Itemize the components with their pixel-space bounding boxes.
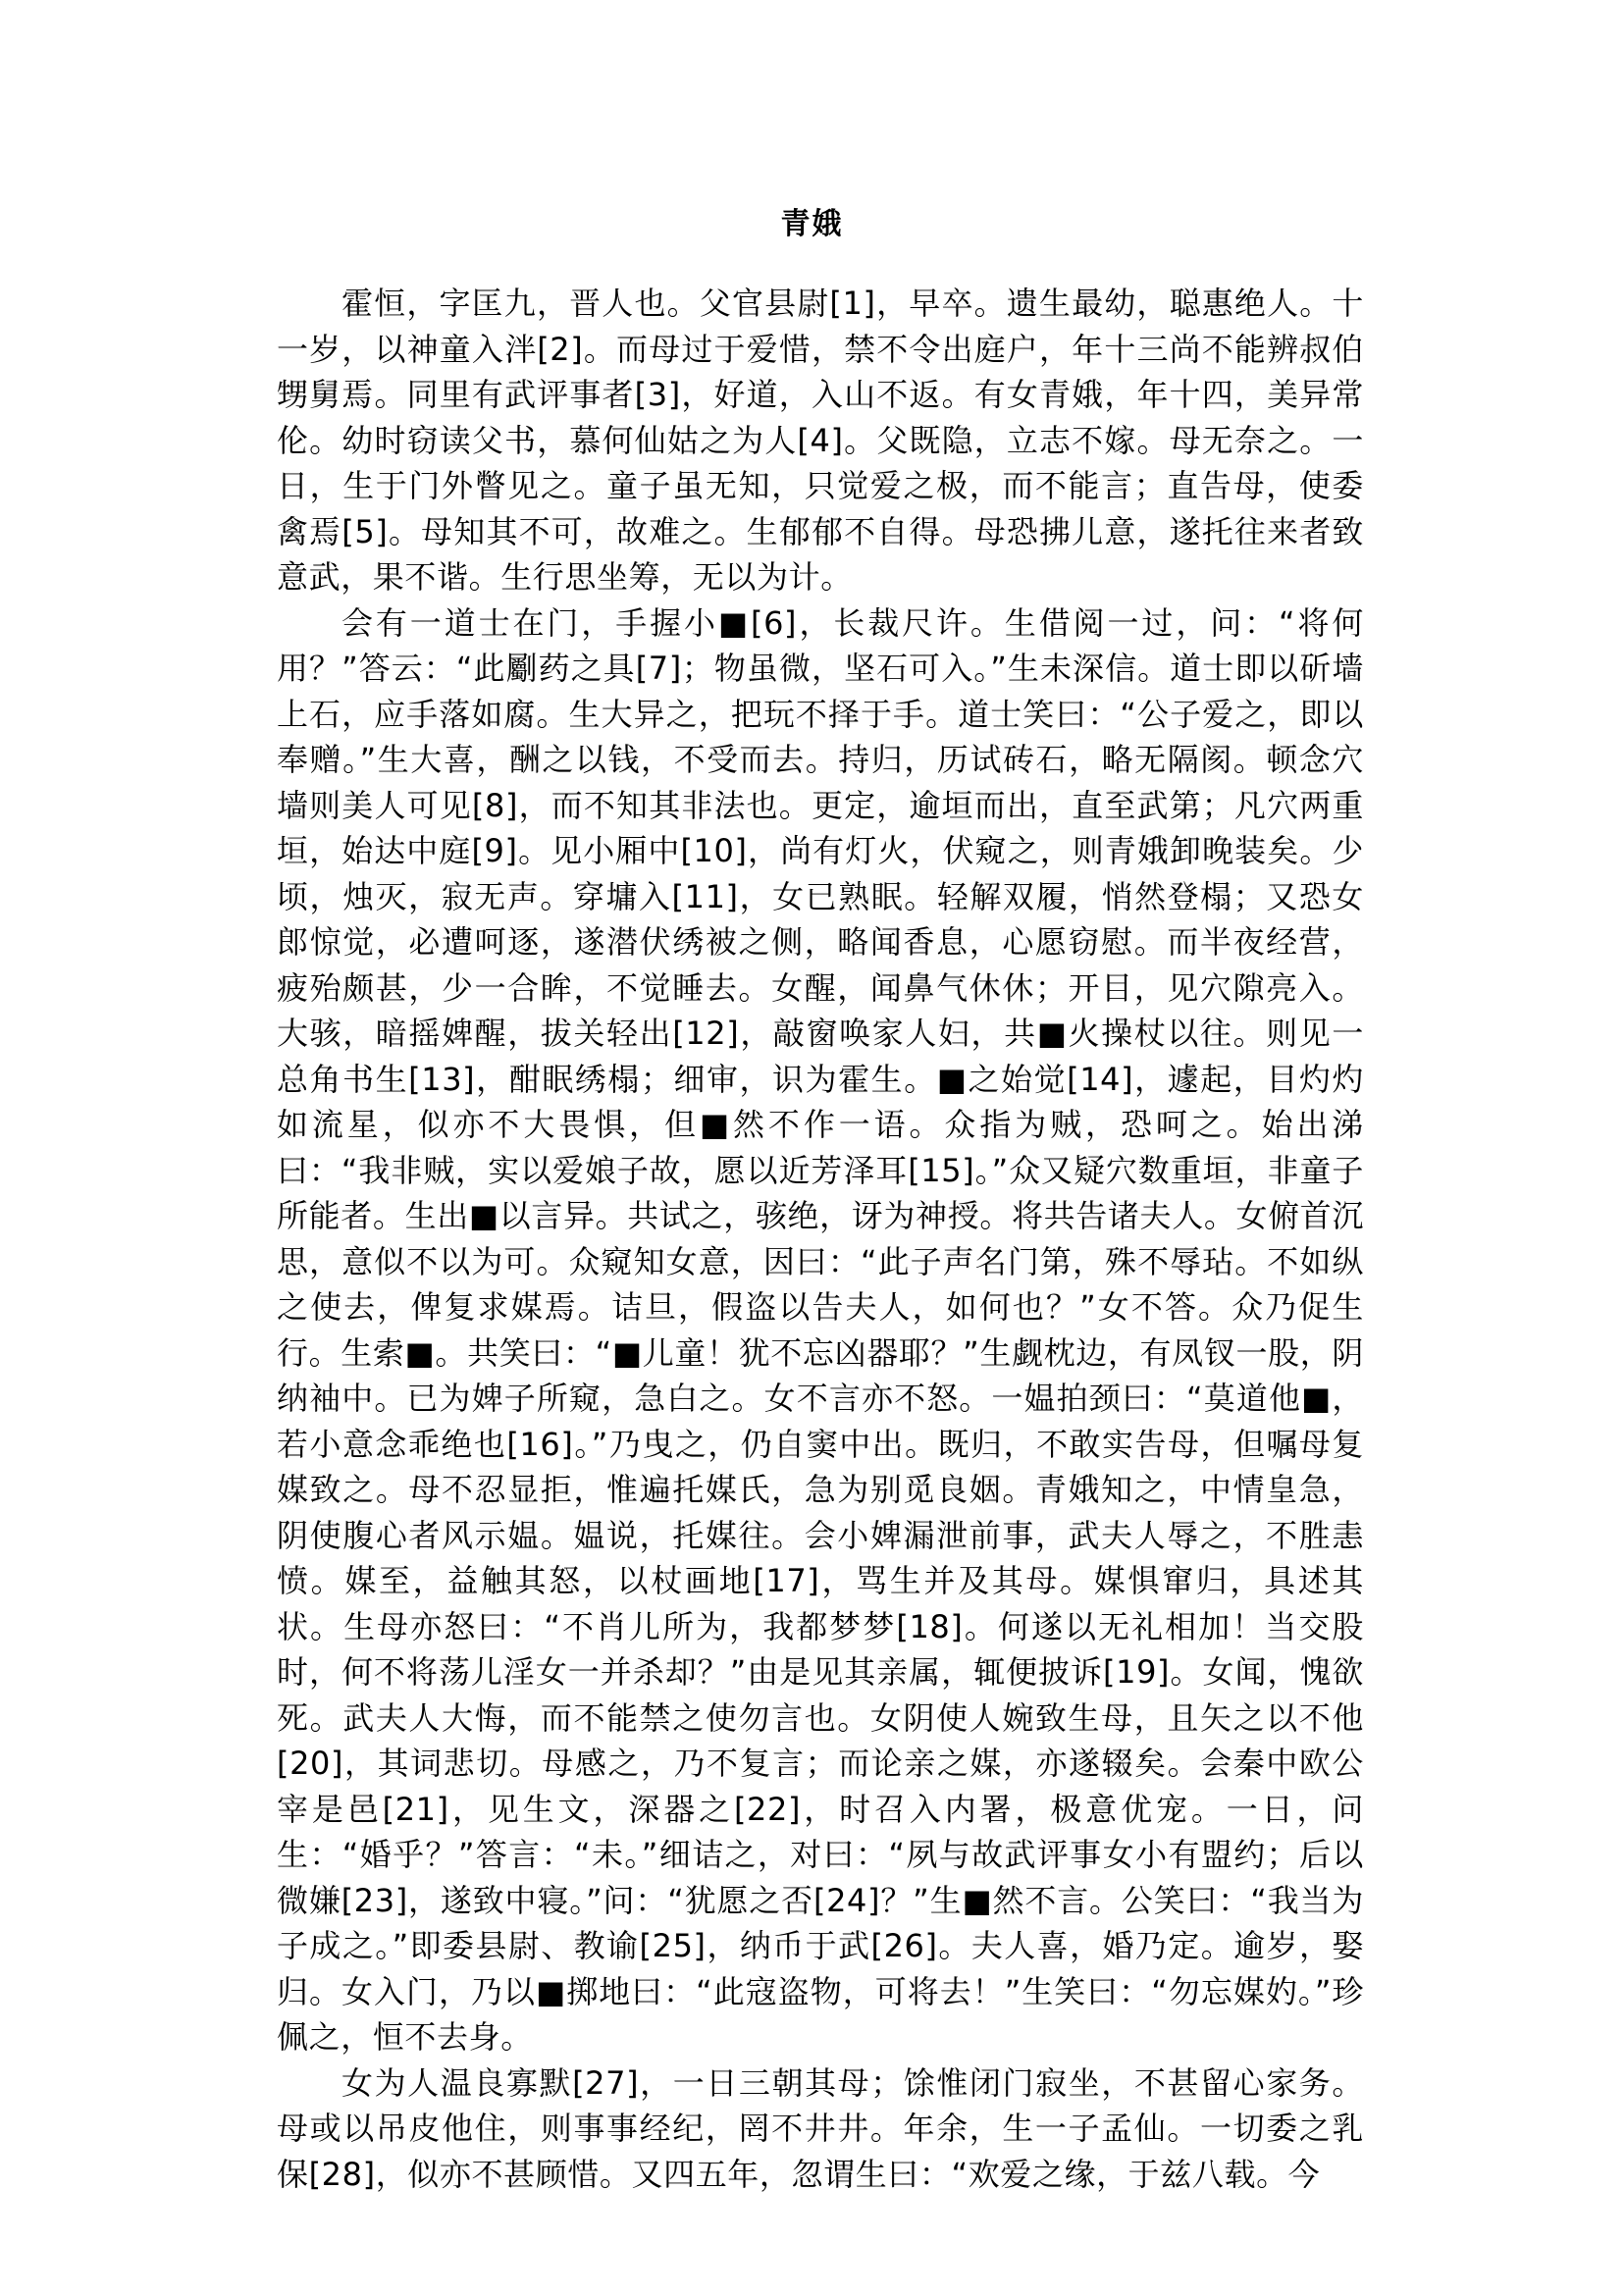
paragraph-1: 霍恒，字匡九，晋人也。父官县尉[1]，早卒。遗生最幼，聪惠绝人。十一岁，以神童入泮[2]。而母过于爱惜，禁不令出庭户，年十三尚不能辨叔伯甥舅焉。同里有武评事者[3]，好道，入山不返。有女青娥，年十四，美异常伦。幼时窃读父书，慕何仙姑之为人[4]。父既隐，立志不嫁。母无奈之。一日，生于门外瞥见之。童子虽无知，只觉爱之极，而不能言；直告母，使委禽焉[5]。母知其不可，故难之。生郁郁不自得。母恐拂儿意，遂托往来者致意武，果不谐。生行思坐筹，无以为计。 <box>277 285 1364 596</box>
document-title: 青娥 <box>780 207 844 241</box>
document-body <box>277 281 1364 2197</box>
paragraph-2: 会有一道士在门，手握小■[6]，长裁尺许。生借阅一过，问：“将何用？”答云：“此劚药之具[7]；物虽微，坚石可入。”生未深信。道士即以斫墙上石，应手落如腐。生大异之，把玩不择于手。道士笑曰：“公子爱之，即以奉赠。”生大喜，酬之以钱，不受而去。持归，历试砖石，略无隔阂。顿念穴墙则美人可见[8]，而不知其非法也。更定，逾垣而出，直至武第；凡穴两重垣，始达中庭[9]。见小厢中[10]，尚有灯火，伏窥之，则青娥卸晚装矣。少顷，烛灭，寂无声。穿墉入[11]，女已熟眠。轻解双履，悄然登榻；又恐女郎惊觉，必遭呵逐，遂潜伏绣被之侧，略闻香息，心愿窃慰。而半夜经营，疲殆颇甚，少一合眸，不觉睡去。女醒，闻鼻气休休；开目，见穴隙亮入。大骇，暗摇婢醒，拔关轻出[12]，敲窗唤家人妇，共■火操杖以往。则见一总角书生[13]，酣眠绣榻；细审，识为霍生。■之始觉[14]，遽起，目灼灼如流星，似亦不大畏惧，但■然不作一语。众指为贼，恐呵之。始出涕曰：“我非贼，实以爱娘子故，愿以近芳泽耳[15]。”众又疑穴数重垣，非童子所能者。生出■以言异。共试之，骇绝，讶为神授。将共告诸夫人。女俯首沉思，意似不以为可。众窥知女意，因曰：“此子声名门第，殊不辱玷。不如纵之使去，俾复求媒焉。诘旦，假盗以告夫人，如何也？”女不答。众乃促生行。生索■。共笑曰：“■儿童！犹不忘凶器耶？”生觑枕边，有凤钗一股，阴纳袖中。已为婢子所窥，急白之。女不言亦不怒。一媪拍颈曰：“莫道他■，若小意念乖绝也[16]。”乃曳之，仍自窦中出。既归，不敢实告母，但嘱母复媒致之。母不忍显拒，惟遍托媒氏，急为别觅良姻。青娥知之，中情皇急，阴使腹心者风示媪。媪说，托媒往。会小婢漏泄前事，武夫人辱之，不胜恚愤。媒至，益触其怒，以杖画地[17]，骂生并及其母。媒惧窜归，具述其状。生母亦怒曰：“不肖儿所为，我都梦梦[18]。何遂以无礼相加！当交股时，何不将荡儿淫女一并杀却？”由是见其亲属，辄便披诉[19]。女闻，愧欲死。武夫人大悔，而不能禁之使勿言也。女阴使人婉致生母，且矢之以不他[20]，其词悲切。母感之，乃不复言；而论亲之媒，亦遂辍矣。会秦中欧公宰是邑[21]，见生文，深器之[22]，时召入内署，极意优宠。一日，问生：“婚乎？”答言：“未。”细诘之，对曰：“夙与故武评事女小有盟约；后以微嫌[23]，遂致中寝。”问：“犹愿之否[24]？”生■然不言。公笑曰：“我当为子成之。”即委县尉、教谕[25]，纳币于武[26]。夫人喜，婚乃定。逾岁，娶归。女入门，乃以■掷地曰：“此寇盗物，可将去！”生笑曰：“勿忘媒妁。”珍佩之，恒不去身。 <box>277 603 1364 2056</box>
paragraph-3: 女为人温良寡默[27]，一日三朝其母；馀惟闭门寂坐，不甚留心家务。母或以吊皮他住，则事事经纪，罔不井井。年余，生一子孟仙。一切委之乳保[28]，似亦不甚顾惜。又四五年，忽谓生曰：“欢爱之缘，于兹八载。今 <box>277 2063 1364 2193</box>
